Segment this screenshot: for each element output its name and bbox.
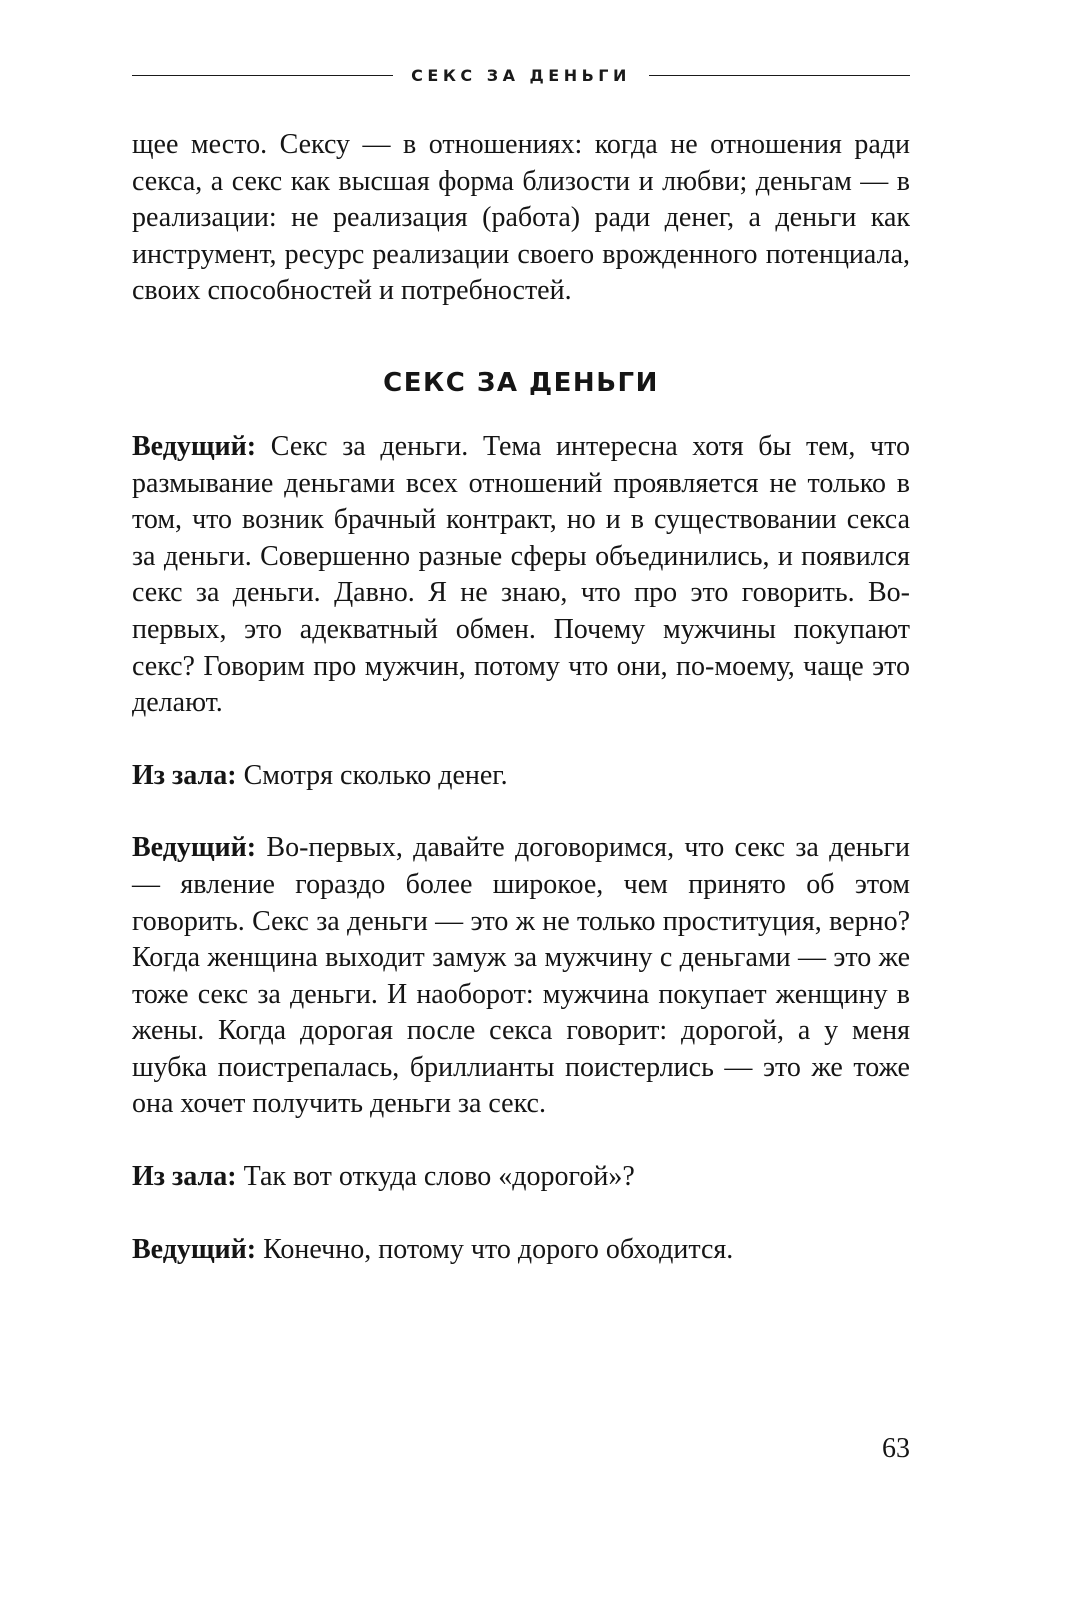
dialogue-text: Конечно, потому что дорого обходится. — [256, 1233, 734, 1265]
opening-paragraph: щее место. Сексу — в отношениях: когда не отношения ради секса, а секс как высшая форма близости и любви; деньгам — в реализации: не реализация (работа) ради денег, а деньги как инструмент, ресурс реализации своeго врожденного потенциала, своих способностей и потребностей. — [132, 129, 910, 307]
running-header — [132, 62, 910, 88]
speaker-label: Ведущий: — [132, 430, 257, 462]
page-body — [132, 127, 910, 1268]
speaker-label: Из зала: — [132, 759, 237, 791]
dialogue-line — [132, 1232, 910, 1269]
dialogue-line — [132, 830, 910, 1123]
dialogue-line — [132, 758, 910, 795]
header-rule-right — [649, 75, 910, 76]
header-rule-left — [132, 75, 393, 76]
dialogue-line — [132, 429, 910, 722]
dialogue-text: Так вот откуда слово «дорогой»? — [236, 1161, 635, 1193]
dialogue-text: Смотря сколько денег. — [236, 759, 508, 791]
dialogue-text: Во-первых, давайте договоримся, что секс за деньги — явление гораздо более широкое, чем принято об этом говорить. Секс за деньги — это ж не только проституция, верно? Когда женщина выходит замуж за мужчину с деньгами — это же тоже секс за деньги. И наоборот: мужчина покупает женщину в жены. Когда дорогая после секса говорит: дорогой, а у меня шубка поистрепалась, бриллианты поистерлись — это же тоже она хочет получить деньги за секс. — [132, 832, 910, 1120]
speaker-label: Из зала: — [132, 1161, 237, 1193]
dialogue-text: Секс за деньги. Тема интересна хотя бы тем, что размывание деньгами всех отношений проявляется не только в том, что возник брачный контракт, но и в существовании секса за деньги. Совершенно разные сферы объединились, и появился секс за деньги. Давно. Я не знаю, что про это говорить. Во-первых, это адекватный обмен. Почему мужчины покупают секс? Говорим про мужчин, потому что они, по-моему, чаще это делают. — [132, 430, 910, 719]
page-number: 63 — [882, 1433, 910, 1464]
dialogue-line — [132, 1159, 910, 1196]
speaker-label: Ведущий: — [132, 1233, 257, 1265]
running-title: СЕКС ЗА ДЕНЬГИ — [411, 65, 631, 85]
speaker-label: Ведущий: — [132, 832, 257, 864]
section-heading: СЕКС ЗА ДЕНЬГИ — [383, 367, 659, 398]
